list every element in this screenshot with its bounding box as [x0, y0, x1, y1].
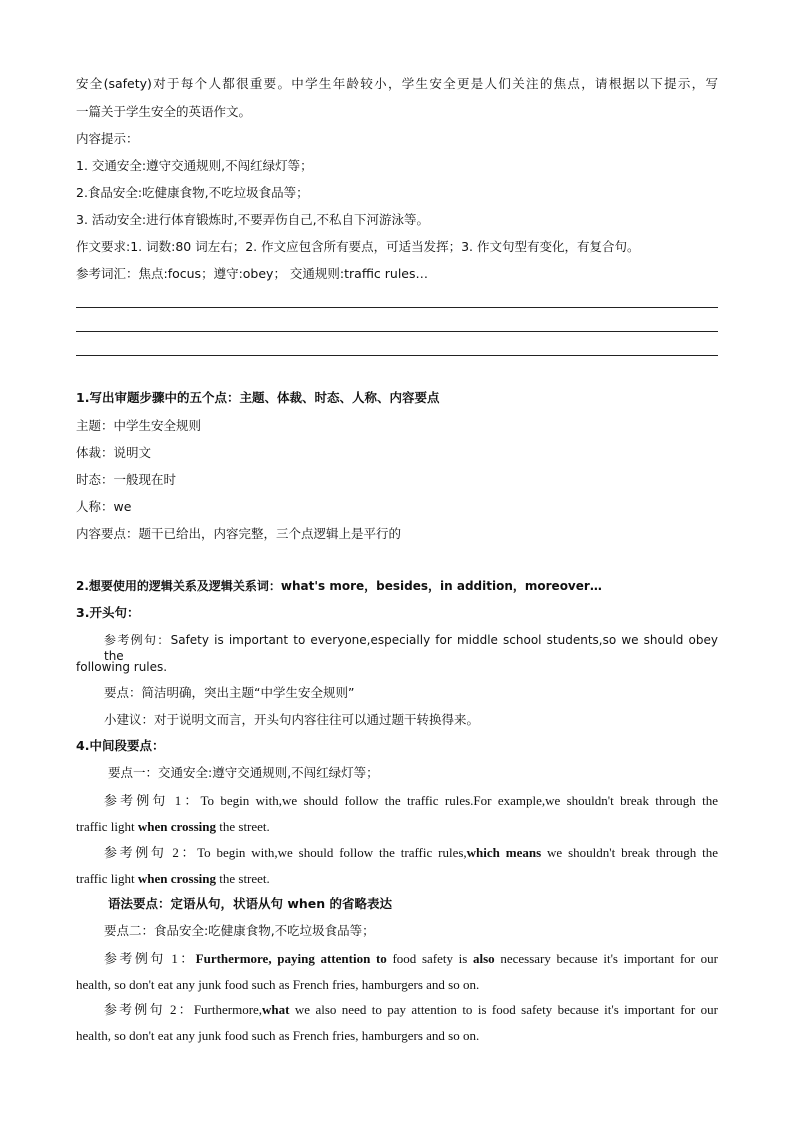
point-1-example-1-line-1: 参考例句 1：To begin with,we should follow the traffic rules.For example,we shouldn't break through the [104, 793, 718, 808]
vocabulary: 参考词汇：焦点:focus；遵守:obey； 交通规则:traffic rules… [76, 266, 429, 281]
genre: 体裁：说明文 [76, 445, 152, 460]
point-1-example-1-line-2: traffic light when crossing the street. [76, 819, 270, 834]
opening-example-line-1: 参考例句：Safety is important to everyone,especially for middle school students,so we should obey the [104, 633, 718, 663]
emphasis: when crossing [137, 819, 216, 834]
requirements: 作文要求:1. 词数:80 词左右；2. 作文应包含所有要点，可适当发挥；3. 作文句型有变化，有复合句。 [76, 239, 640, 254]
writing-line-2 [76, 331, 718, 332]
section-1-title: 1.写出审题步骤中的五个点：主题、体裁、时态、人称、内容要点 [76, 390, 440, 405]
opening-example-line-2: following rules. [76, 660, 168, 674]
tense: 时态：一般现在时 [76, 472, 177, 487]
hint-1: 1. 交通安全:遵守交通规则,不闯红绿灯等； [76, 158, 313, 173]
point-2-example-2-line-1: 参考例句 2：Furthermore,what we also need to pay attention to is food safety because it's important for our [104, 1002, 718, 1017]
point-1-example-2-line-1: 参考例句 2：To begin with,we should follow the traffic rules,which means we shouldn't break through the [104, 845, 719, 860]
opening-tip: 小建议：对于说明文而言，开头句内容往往可以通过题干转换得来。 [104, 712, 480, 727]
emphasis: what [262, 1002, 290, 1017]
person: 人称：we [76, 499, 132, 514]
section-3-title: 3.开头句： [76, 605, 140, 620]
point-2-example-1-line-2: health, so don't eat any junk food such as French fries, hamburgers and so on. [76, 977, 480, 992]
section-4-title: 4.中间段要点： [76, 738, 165, 753]
point-2-example-1-line-1: 参考例句 1：Furthermore, paying attention to food safety is also necessary because it's important for our [104, 951, 718, 966]
hint-3: 3. 活动安全:进行体育锻炼时,不要弄伤自己,不私自下河游泳等。 [76, 212, 430, 227]
emphasis: Furthermore, paying attention to [195, 951, 387, 966]
emphasis: which means [466, 845, 542, 860]
point-2-title: 要点二：食品安全:吃健康食物,不吃垃圾食品等； [104, 923, 375, 938]
intro-line-1: 安全(safety)对于每个人都很重要。中学生年龄较小，学生安全更是人们关注的焦点，请根据以下提示，写 [76, 76, 718, 91]
point-2-example-2-line-2: health, so don't eat any junk food such as French fries, hamburgers and so on. [76, 1028, 480, 1043]
topic: 主题：中学生安全规则 [76, 418, 202, 433]
intro-line-2: 一篇关于学生安全的英语作文。 [76, 104, 252, 119]
writing-line-3 [76, 355, 718, 356]
section-2-title: 2.想要使用的逻辑关系及逻辑关系词：what's more，besides，in addition，moreover… [76, 579, 602, 593]
hint-title: 内容提示： [76, 131, 139, 146]
point-1-example-2-line-2: traffic light when crossing the street. [76, 871, 270, 886]
emphasis: when crossing [137, 871, 216, 886]
writing-line-1 [76, 307, 718, 308]
emphasis: also [473, 951, 495, 966]
hint-2: 2.食品安全:吃健康食物,不吃垃圾食品等； [76, 185, 309, 200]
point-1-title: 要点一：交通安全:遵守交通规则,不闯红绿灯等； [108, 765, 379, 780]
content-points: 内容要点：题干已给出，内容完整，三个点逻辑上是平行的 [76, 526, 402, 541]
opening-key-point: 要点：简洁明确，突出主题“中学生安全规则” [104, 685, 355, 700]
grammar-point: 语法要点：定语从句，状语从句 when 的省略表达 [108, 896, 393, 911]
